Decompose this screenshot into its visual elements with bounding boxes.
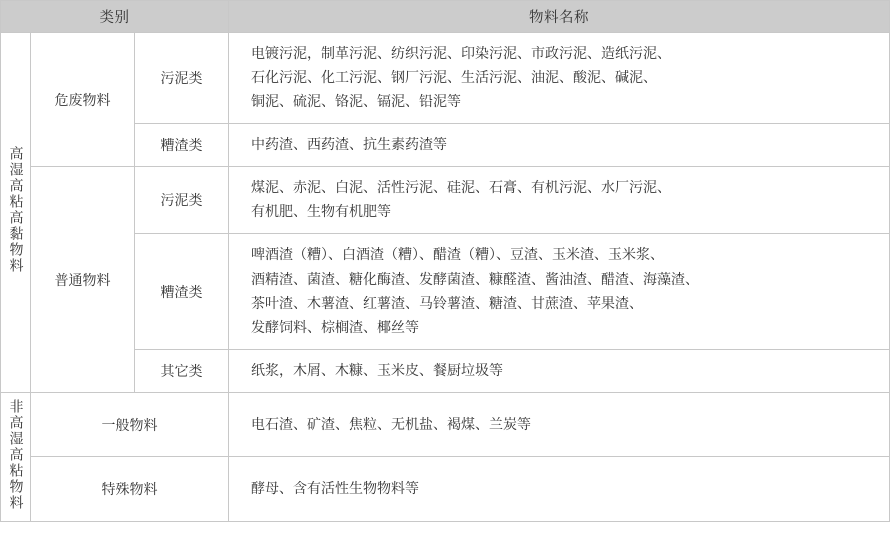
table-row [1, 167, 890, 234]
header-cell-material: 物料名称 [229, 1, 890, 33]
table-row [1, 234, 890, 349]
group-label-text: 非高湿高粘物料 [7, 398, 24, 511]
subgroup-label-hazardous: 危废物料 [31, 33, 135, 167]
type-label-dregs-hazardous: 糟渣类 [135, 124, 229, 167]
subgroup-label-ordinary: 普通物料 [31, 167, 135, 393]
subgroup-label-special: 特殊物料 [31, 457, 229, 522]
group-label-wet-sticky [1, 33, 31, 393]
table-row [1, 33, 890, 124]
content-other-ordinary: 纸浆，木屑、木糠、玉米皮、餐厨垃圾等 [229, 349, 890, 392]
subgroup-label-general: 一般物料 [31, 392, 229, 457]
group-label-non-wet-sticky [1, 392, 31, 521]
type-label-dregs-ordinary: 糟渣类 [135, 234, 229, 349]
table-header-row [1, 1, 890, 33]
table-row [1, 124, 890, 167]
content-sludge-ordinary: 煤泥、赤泥、白泥、活性污泥、硅泥、石膏、有机污泥、水厂污泥、 有机肥、生物有机肥等 [229, 167, 890, 234]
table-row [1, 349, 890, 392]
content-special: 酵母、含有活性生物物料等 [229, 457, 890, 522]
header-cell-category: 类别 [1, 1, 229, 33]
group-label-text: 高湿高粘高黏物料 [7, 146, 24, 275]
content-sludge-hazardous: 电镀污泥，制革污泥、纺织污泥、印染污泥、市政污泥、造纸污泥、 石化污泥、化工污泥、钢厂污泥、生活污泥、油泥、酸泥、碱泥、 铜泥、硫泥、铬泥、镉泥、铅泥等 [229, 33, 890, 124]
content-dregs-ordinary: 啤酒渣（糟）、白酒渣（糟）、醋渣（糟）、豆渣、玉米渣、玉米浆、 酒精渣、菌渣、糖化酶渣、发酵菌渣、糠醛渣、酱油渣、醋渣、海藻渣、 茶叶渣、木薯渣、红薯渣、马铃薯渣、糖渣、甘蔗渣、苹果渣、 发酵饲料、棕榈渣、椰丝等 [229, 234, 890, 349]
type-label-sludge-hazardous: 污泥类 [135, 33, 229, 124]
type-label-sludge-ordinary: 污泥类 [135, 167, 229, 234]
table-row [1, 457, 890, 522]
table-row [1, 392, 890, 457]
content-dregs-hazardous: 中药渣、西药渣、抗生素药渣等 [229, 124, 890, 167]
content-general: 电石渣、矿渣、焦粒、无机盐、褐煤、兰炭等 [229, 392, 890, 457]
type-label-other-ordinary: 其它类 [135, 349, 229, 392]
